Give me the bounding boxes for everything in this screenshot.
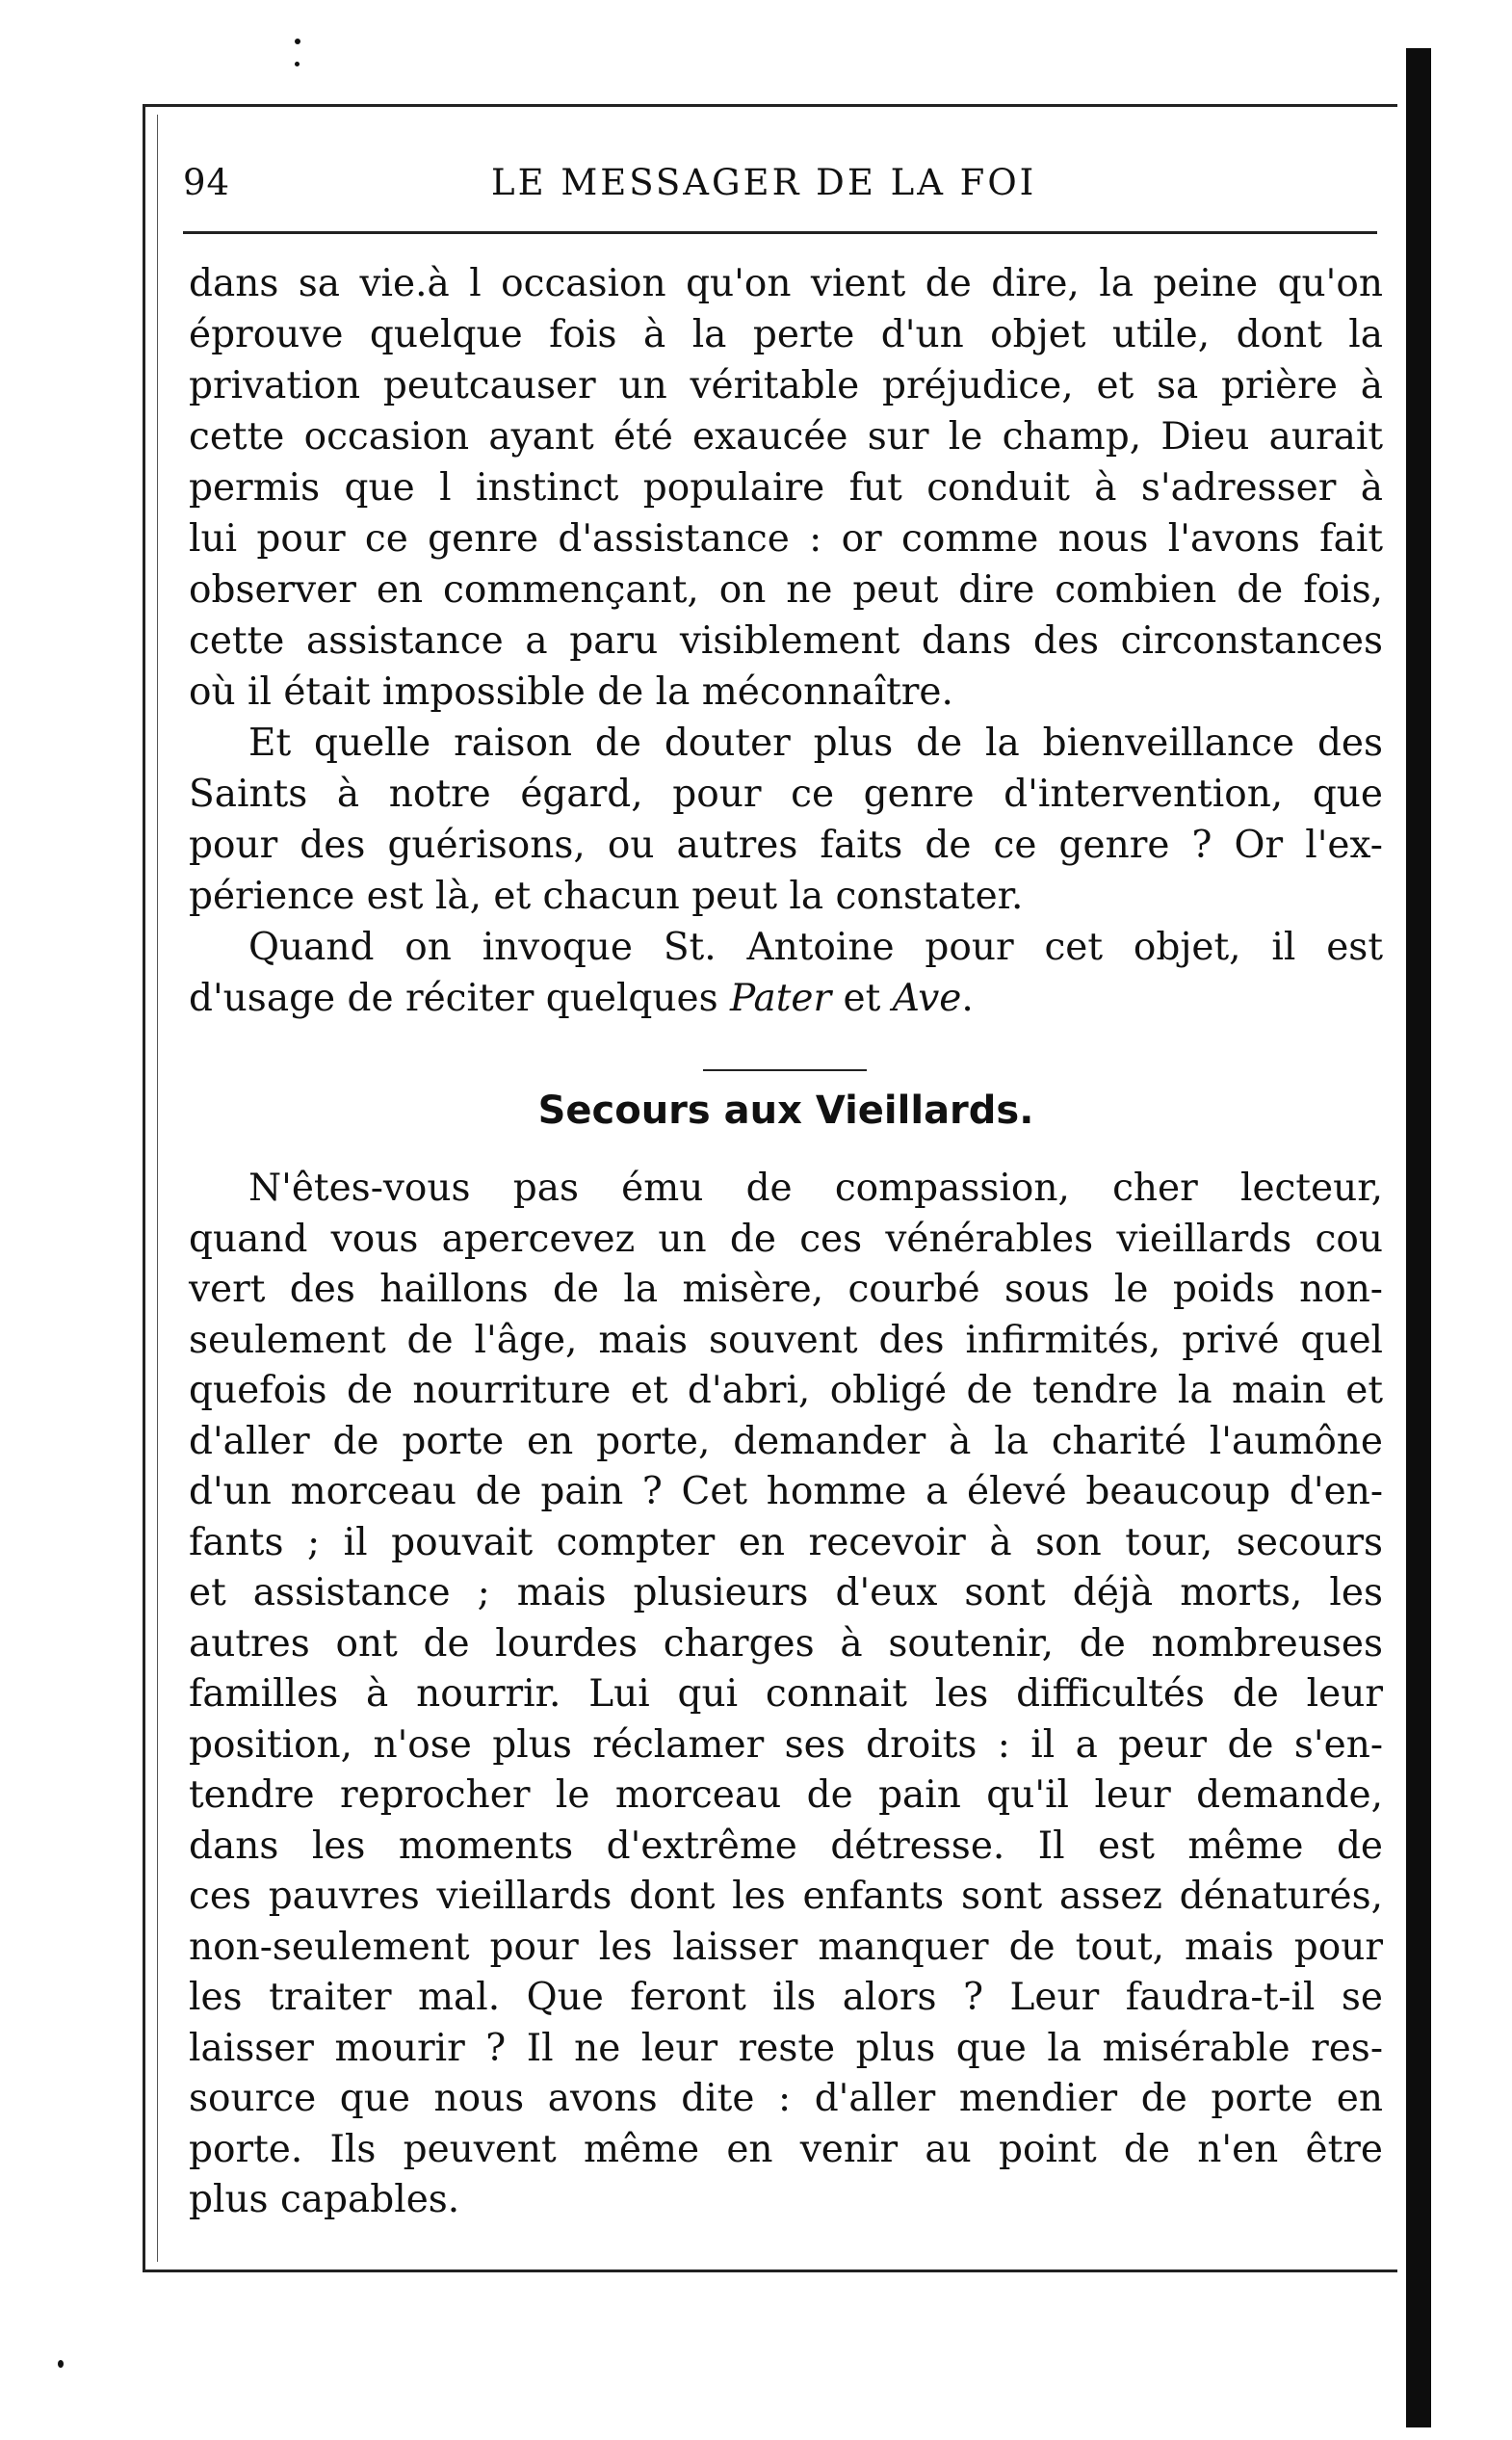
page-edge-shadow [1406,48,1431,2427]
text-line: périence est là, et chacun peut la constater. [189,875,1024,918]
header-rule [183,231,1377,234]
text-line: cette assistance a paru visiblement dans des circonstances [189,619,1383,663]
speck [58,2360,64,2368]
text-line: position, n'ose plus réclamer ses droits : il a peur de s'en- [189,1722,1383,1767]
section-divider [703,1069,867,1071]
running-header [183,162,1377,220]
text-line: vert des haillons de la misère, courbé sous le poids non- [189,1268,1383,1311]
text-line: les traiter mal. Que feront ils alors ? Leur faudra-t-il se [189,1976,1383,2019]
text-fragment: et [831,977,893,1020]
text-line: plus capables. [189,2178,460,2221]
text-line: non-seulement pour les laisser manquer de tout, mais pour [189,1925,1383,1969]
text-line: pour des guérisons, ou autres faits de ce genre ? Or l'ex- [189,824,1383,867]
text-line: et assistance ; mais plusieurs d'eux sont déjà morts, les [189,1571,1383,1614]
text-line: tendre reprocher le morceau de pain qu'il leur demande, [189,1773,1383,1817]
text-line: permis que l instinct populaire fut conduit à s'adresser à [189,466,1383,510]
text-line: où il était impossible de la méconnaître. [189,670,953,714]
page-number: 94 [183,162,231,203]
text-line: lui pour ce genre d'assistance : or comme nous l'avons fait [189,517,1383,561]
text-line: quand vous apercevez un de ces vénérables vieillards cou [189,1217,1383,1261]
text-line: familles à nourrir. Lui qui connait les difficultés de leur [189,1672,1383,1716]
text-block-1 [189,258,1383,1024]
text-line: ces pauvres vieillards dont les enfants sont assez dénaturés, [189,1875,1383,1918]
text-line: laisser mourir ? Il ne leur reste plus que la misérable res- [189,2026,1383,2070]
text-line: N'êtes-vous pas ému de compassion, cher lecteur, [248,1167,1383,1210]
pater-word: Pater [730,977,832,1020]
speck [295,39,300,44]
section-title: Secours aux Vieillards. [537,1089,1034,1133]
text-line: seulement de l'âge, mais souvent des infirmités, privé quel [189,1318,1383,1362]
ave-word: Ave [892,977,962,1020]
text-fragment: . [961,977,974,1020]
text-line: autres ont de lourdes charges à soutenir, de nombreuses [189,1621,1383,1666]
text-line: éprouve quelque fois à la perte d'un objet utile, dont la [189,313,1383,356]
speck [295,62,300,66]
text-line: cette occasion ayant été exaucée sur le champ, Dieu aurait [189,415,1383,459]
text-block-2 [189,1164,1383,2226]
text-line: privation peutcauser un véritable préjudice, et sa prière à [189,364,1383,407]
text-line: Et quelle raison de douter plus de la bienveillance des [248,722,1383,765]
text-line: d'aller de porte en porte, demander à la charité l'aumône [189,1419,1383,1463]
text-line: quefois de nourriture et d'abri, obligé de tendre la main et [189,1369,1383,1412]
text-line: dans les moments d'extrême détresse. Il est même de [189,1823,1383,1868]
text-line: observer en commençant, on ne peut dire combien de fois, [189,568,1383,612]
text-line: fants ; il pouvait compter en recevoir à son tour, secours [189,1520,1383,1564]
text-line: dans sa vie.à l occasion qu'on vient de dire, la peine qu'on [189,262,1383,305]
text-line [189,973,1383,1024]
text-line: source que nous avons dite : d'aller mendier de porte en [189,2077,1383,2120]
running-title: LE MESSAGER DE LA FOI [491,162,1037,203]
text-line: d'un morceau de pain ? Cet homme a élevé beaucoup d'en- [189,1470,1383,1513]
text-line: Quand on invoque St. Antoine pour cet objet, il est [248,926,1383,969]
frame-inner-rule [157,115,158,2262]
text-line: porte. Ils peuvent même en venir au point de n'en être [189,2127,1383,2171]
text-fragment: d'usage de réciter quelques [189,977,730,1020]
text-line: Saints à notre égard, pour ce genre d'intervention, que [189,773,1383,816]
